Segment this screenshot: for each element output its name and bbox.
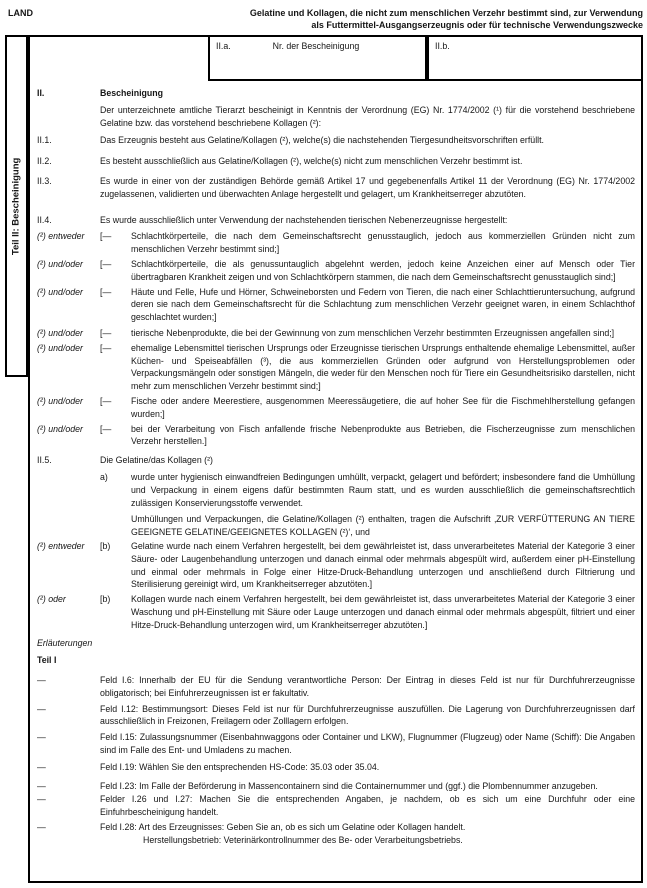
document-title-line2: als Futtermittel-Ausgangserzeugnis oder für technische Verwendungszwecke bbox=[311, 20, 643, 30]
note-text: Feld I.12: Bestimmungsort: Dieses Feld ist nur für Durchfuhrerzeugnisse auszufüllen. Die Lagerung von Durchfuhrerzeugnissen darf ausschließlich in Freizonen, Freilagern oder Zolllagern erfolgen. bbox=[100, 703, 635, 727]
clause-number: II.3. bbox=[37, 175, 52, 186]
clause-text: Das Erzeugnis besteht aus Gelatine/Kollagen (²), welche(s) die nachstehenden Tiergesundheitsvorschriften erfüllt. bbox=[100, 135, 544, 146]
section-intro-text: Der unterzeichnete amtliche Tierarzt bescheinigt in Kenntnis der Verordnung (EG) Nr. 1774/2002 (¹) für die vorstehend beschriebene Gelatine bzw. das vorstehend beschriebene Kollagen (²): bbox=[100, 104, 635, 128]
note-subtext: Herstellungsbetrieb: Veterinärkontrollnummer des Be- oder Verarbeitungsbetriebs. bbox=[143, 834, 463, 845]
option-bracket: [b) bbox=[100, 540, 111, 551]
option-row bbox=[30, 423, 641, 449]
note-row bbox=[30, 731, 641, 757]
option-bracket: [— bbox=[100, 395, 112, 406]
note-text: Feld I.23: Im Falle der Beförderung in Massencontainern sind die Containernummer und (ggf.) die Plombennummer anzugeben. bbox=[100, 780, 598, 791]
option-bracket: [— bbox=[100, 258, 112, 269]
note-dash: — bbox=[37, 780, 46, 791]
option-label: (²) und/oder bbox=[37, 395, 83, 406]
option-row bbox=[30, 286, 641, 324]
note-dash: — bbox=[37, 794, 46, 805]
note-row bbox=[30, 821, 641, 847]
option-row bbox=[30, 327, 641, 340]
option-label: (²) und/oder bbox=[37, 342, 83, 353]
section-intro bbox=[30, 104, 641, 130]
notes-part-label: Teil I bbox=[37, 655, 57, 666]
option-text: Schlachtkörperteile, die nach dem Gemeinschaftsrecht genusstauglich, jedoch aus kommerziellen Gründen nicht zum menschlichen Verzehr bestimmt sind;] bbox=[131, 231, 635, 255]
subclause-a-paragraph1: wurde unter hygienisch einwandfreien Bedingungen umhüllt, verpackt, gelagert und befördert; insbesondere fand die Umhüllung und Verpackung in einem eigens dafür bestimmten Raum statt, und es wurden ausschließlich die gemeinschaftsrechtlich zulässigen Konservierungsstoffe verwendet. bbox=[131, 471, 635, 508]
document-title-line1: Gelatine und Kollagen, die nicht zum menschlichen Verzehr bestimmt sind, zur Verwendung bbox=[249, 8, 643, 18]
option-bracket: [— bbox=[100, 327, 112, 338]
note-dash: — bbox=[37, 703, 46, 714]
note-text bbox=[100, 821, 635, 847]
note-row bbox=[30, 703, 641, 729]
clause-row bbox=[30, 155, 641, 168]
option-row bbox=[30, 593, 641, 631]
note-text: Feld I.19: Wählen Sie den entsprechenden HS-Code: 35.03 oder 35.04. bbox=[100, 761, 380, 772]
note-text-main: Feld I.28: Art des Erzeugnisses: Geben Sie an, ob es sich um Gelatine oder Kollagen handelt. bbox=[100, 822, 466, 833]
part2-sidebar-label: Teil II: Bescheinigung bbox=[10, 157, 22, 255]
option-row bbox=[30, 230, 641, 256]
clause-text: Es besteht ausschließlich aus Gelatine/Kollagen (²), welche(s) nicht zum menschlichen Verzehr bestimmt ist. bbox=[100, 156, 523, 167]
clause-row bbox=[30, 454, 641, 467]
part2-sidebar bbox=[5, 35, 28, 377]
note-text: Feld I.15: Zulassungsnummer (Eisenbahnwaggons oder Container und LKW), Flugnummer (Flugzeug) oder Name (Schiff): Die Angaben sind im Falle des Ent- und Umladens zu machen. bbox=[100, 732, 635, 756]
option-bracket: [b) bbox=[100, 594, 111, 605]
option-label: (²) und/oder bbox=[37, 327, 83, 338]
option-label: (²) und/oder bbox=[37, 258, 83, 269]
option-label: (²) und/oder bbox=[37, 286, 83, 297]
clause-row bbox=[30, 214, 641, 227]
clause-text: Es wurde ausschließlich unter Verwendung der nachstehenden tierischen Nebenerzeugnisse hergestellt: bbox=[100, 214, 508, 225]
option-label: (²) entweder bbox=[37, 231, 85, 242]
field-iia-title: Nr. der Bescheinigung bbox=[272, 41, 360, 51]
option-label: (²) und/oder bbox=[37, 423, 83, 434]
note-text: Feld I.6: Innerhalb der EU für die Sendung verantwortliche Person: Der Eintrag in dieses Feld ist nur für Durchfuhrerzeugnisse obligatorisch; bei Einfuhrerzeugnissen ist er fakultativ. bbox=[100, 675, 635, 698]
clause-text: Es wurde in einer von der zuständigen Behörde gemäß Artikel 17 und gegebenenfalls Artikel 11 der Verordnung (EG) Nr. 1774/2002 zugelassenen, validierten und überwachten Anlage hergestellt und gelagert, um Krankheitserreger abzutöten. bbox=[100, 175, 635, 199]
notes-heading bbox=[30, 637, 641, 650]
option-row bbox=[30, 342, 641, 393]
option-text: Kollagen wurde nach einem Verfahren hergestellt, bei dem gewährleistet ist, dass unverarbeitetes Material der Kategorie 3 einer Waschung und pH-Einstellung mit Säure oder Lauge unterzogen und danach einmal oder mehrmals abgespült, filtriert und einer Hitze-Druck-Behandlung unterzogen wird, um Krankheitserreger abzutöten.] bbox=[131, 594, 635, 630]
clause-number: II.4. bbox=[37, 214, 52, 225]
option-bracket: [— bbox=[100, 231, 112, 242]
option-text: bei der Verarbeitung von Fisch anfallende frische Nebenprodukte aus Betrieben, die Fischerzeugnisse zum menschlichen Verzehr herstellen.] bbox=[131, 423, 635, 447]
option-bracket: [— bbox=[100, 423, 112, 434]
note-dash: — bbox=[37, 732, 46, 743]
option-text: Fische oder andere Meerestiere, ausgenommen Meeressäugetiere, die auf hoher See für die Fischmehlherstellung gefangen wurden;] bbox=[131, 395, 635, 419]
option-text: Gelatine wurde nach einem Verfahren hergestellt, bei dem gewährleistet ist, dass unverarbeitetes Material der Kategorie 3 einer Säure- oder Laugenbehandlung unterzogen und danach einmal oder mehrmals abgespült wird, außerdem einer pH-Einstellung und einmal oder mehrmals in Folge einer Hitze-Druck-Behandlung unterzogen und anschließend durch Filtrierung und Sterilisierung gereinigt wird, um Krankheitserreger abzutöten.] bbox=[131, 540, 635, 590]
option-row bbox=[30, 540, 641, 591]
option-text: ehemalige Lebensmittel tierischen Ursprungs oder Erzeugnisse tierischen Ursprungs enthaltende ehemalige Lebensmittel, außer Küchen- und Speiseabfällen (³), die aus kommerziellen Gründen oder aufgrund von Herstellungsproblemen oder Verpackungsmängeln oder sonstigen Mängeln, die weder für den Menschen noch für Tiere ein Gesundheitsrisiko darstellen, nicht mehr zum menschlichen Verzehr bestimmt sind;] bbox=[131, 342, 635, 392]
option-label: (²) entweder bbox=[37, 540, 85, 551]
note-row bbox=[30, 674, 641, 700]
option-row bbox=[30, 258, 641, 284]
option-row bbox=[30, 395, 641, 421]
clause-number: II.1. bbox=[37, 135, 52, 146]
option-text: Schlachtkörperteile, die als genussuntauglich abgelehnt werden, jedoch keine Anzeichen einer auf Mensch oder Tier übertragbaren Krankheit zeigen und von Schlachtkörpern stammen, die nach dem Gemeinschaftsrecht genusstauglich sind;] bbox=[131, 258, 635, 282]
clause-number: II.2. bbox=[37, 156, 52, 167]
clause-row bbox=[30, 134, 641, 147]
option-bracket: [— bbox=[100, 342, 112, 353]
certificate-content bbox=[30, 37, 641, 847]
option-label: (²) oder bbox=[37, 594, 66, 605]
document-title bbox=[163, 7, 643, 31]
subclause-a-label: a) bbox=[100, 471, 108, 482]
section-title: Bescheinigung bbox=[100, 88, 164, 98]
section-heading bbox=[30, 87, 641, 100]
note-row bbox=[30, 761, 641, 774]
clause-row bbox=[30, 175, 641, 201]
section-number: II. bbox=[37, 88, 45, 98]
subclause-a-text bbox=[131, 471, 635, 539]
option-text: Häute und Felle, Hufe und Hörner, Schweineborsten und Federn von Tieren, die nach einer Schlachttieruntersuchung, aufgrund deren sie nach dem Gemeinschaftsrecht für die Schlachtung zum menschlichen Verzehr geeignet waren, in einem Schlachthof geschlachtet wurden;] bbox=[131, 286, 635, 323]
country-label: LAND bbox=[8, 8, 33, 18]
notes-part-heading bbox=[30, 654, 641, 667]
field-iib-label: II.b. bbox=[435, 41, 450, 51]
subclause-a-paragraph2: Umhüllungen und Verpackungen, die Gelatine/Kollagen (²) enthalten, tragen die Aufschrift ‚ZUR VERFÜTTERUNG AN TIERE GEEIGNETE GELATINE/GEEIGNETES KOLLAGEN (²)‘, und bbox=[131, 514, 635, 538]
certificate-body-box bbox=[28, 35, 643, 883]
subclause-a-row bbox=[30, 471, 641, 539]
clause-text: Die Gelatine/das Kollagen (²) bbox=[100, 455, 213, 466]
note-row bbox=[30, 780, 641, 793]
note-dash: — bbox=[37, 761, 46, 772]
note-row bbox=[30, 793, 641, 819]
field-iia-certificate-number bbox=[208, 35, 427, 81]
field-iib bbox=[427, 35, 643, 81]
clause-number: II.5. bbox=[37, 455, 52, 466]
field-iia-label: II.a. bbox=[216, 41, 231, 51]
note-text: Felder I.26 und I.27: Machen Sie die entsprechenden Angaben, je nachdem, ob es sich um eine Durchfuhr oder eine Einfuhrbescheinigung handelt. bbox=[100, 794, 635, 818]
note-dash: — bbox=[37, 822, 46, 833]
option-bracket: [— bbox=[100, 286, 112, 297]
note-dash: — bbox=[37, 675, 46, 686]
notes-title: Erläuterungen bbox=[37, 638, 93, 649]
option-text: tierische Nebenprodukte, die bei der Gewinnung von zum menschlichen Verzehr bestimmten Erzeugnissen angefallen sind;] bbox=[131, 327, 615, 338]
